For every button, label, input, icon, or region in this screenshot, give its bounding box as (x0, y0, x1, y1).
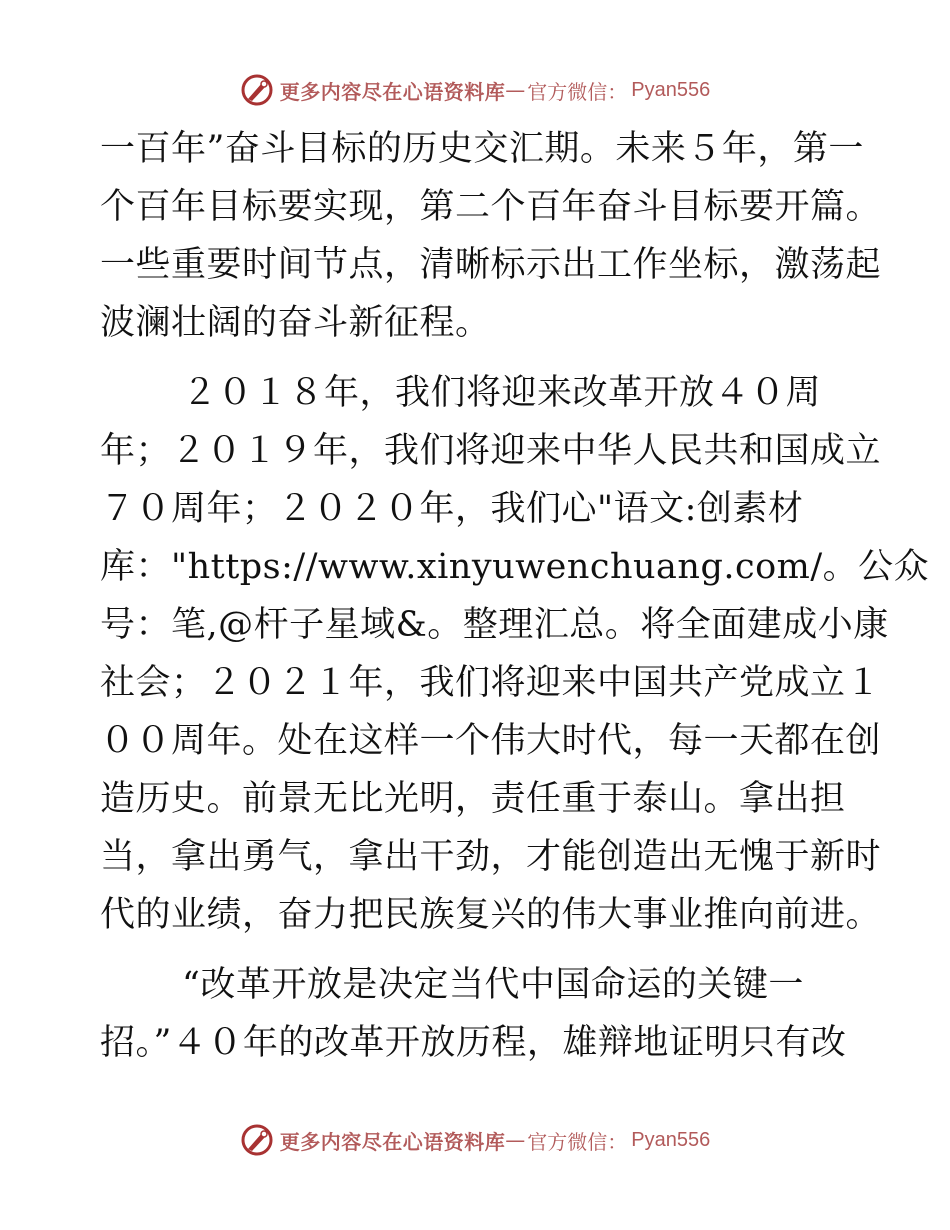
text-line: 波澜壮阔的奋斗新征程。 (100, 303, 491, 343)
footer-wechat-label: 官方微信： (527, 1129, 628, 1154)
document-body (100, 120, 930, 1072)
paragraph-3 (100, 956, 860, 1072)
text-line: ７０周年；２０２０年，我们心"语文:创素材 (100, 489, 804, 529)
text-line: ００周年。处在这样一个伟大时代，每一天都在创 (100, 721, 882, 761)
text-line: 社会；２０２１年，我们将迎来中国共产党成立１ (100, 663, 882, 703)
text-line: 年；２０１９年，我们将迎来中华人民共和国成立 (100, 431, 882, 471)
text-line: 招。”４０年的改革开放历程，雄辩地证明只有改 (100, 1023, 847, 1063)
header-wechat-label: 官方微信： (527, 79, 628, 104)
text-line: 一些重要时间节点，清晰标示出工作坐标，激荡起 (100, 245, 882, 285)
footer-dash: — (505, 1128, 526, 1152)
header-brand-text: 更多内容尽在心语资料库 (279, 79, 506, 104)
pen-in-circle-logo (240, 1123, 274, 1157)
text-line: 个百年目标要实现，第二个百年奋斗目标要开篇。 (100, 187, 882, 227)
header-wechat-id: Pyan556 (631, 78, 711, 101)
text-line: 号：笔,@杆子星域&。整理汇总。将全面建成小康 (100, 605, 889, 645)
text-line: 库："https://www.xinyuwenchuang.com/。公众 (100, 547, 930, 587)
text-line: 一百年”奋斗目标的历史交汇期。未来５年，第一 (100, 129, 864, 169)
text-line: “改革开放是决定当代中国命运的关键一 (182, 965, 804, 1005)
footer-banner (0, 1120, 950, 1160)
paragraph-2 (100, 364, 930, 944)
text-line: 代的业绩，奋力把民族复兴的伟大事业推向前进。 (100, 895, 882, 935)
text-line: ２０１８年，我们将迎来改革开放４０周 (182, 373, 822, 413)
footer-brand-text: 更多内容尽在心语资料库 (279, 1129, 506, 1154)
pen-in-circle-logo (240, 73, 274, 107)
header-dash: — (505, 78, 526, 102)
paragraph-1 (100, 120, 882, 352)
footer-wechat-id: Pyan556 (631, 1128, 711, 1151)
text-line: 当，拿出勇气，拿出干劲，才能创造出无愧于新时 (100, 837, 882, 877)
header-banner (0, 70, 950, 110)
text-line: 造历史。前景无比光明，责任重于泰山。拿出担 (100, 779, 846, 819)
